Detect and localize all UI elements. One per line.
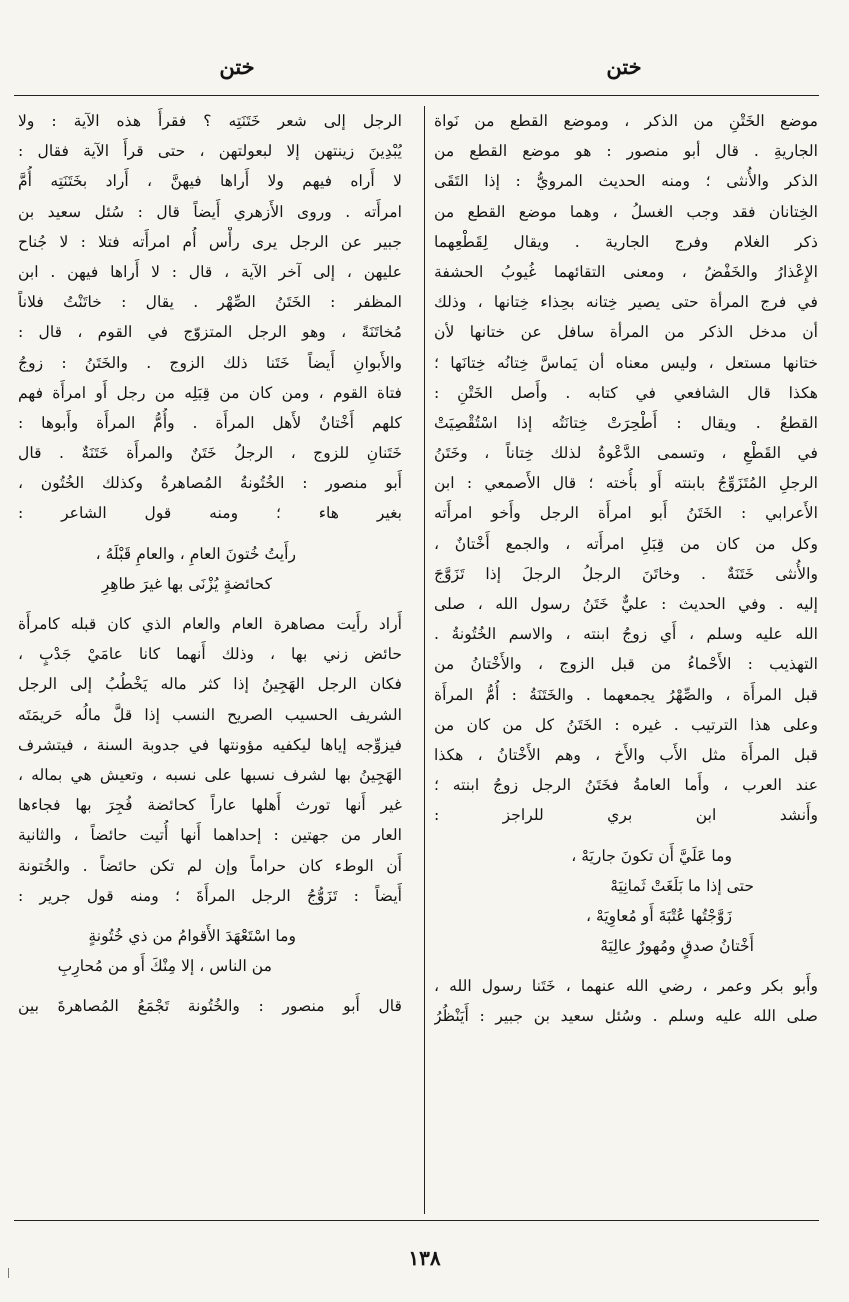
margin-mark [8,1268,12,1278]
verse-line: زَوَّجْتُها عُتْبَةَ أَو مُعاوِيَهْ ، [585,906,732,925]
text-line: الخِتانان فقد وجب الغسلُ ، وهما موضع القطع من [434,202,818,221]
text-line: قبل المرأَة مثل الأَب والأَخ ، وهم الأَخْتانُ ، هكذا [434,745,818,764]
text-line: والأَبوانِ أَيضاً خَتَنا ذلك الزوج . والخَتَنُ : زوجُ [18,353,402,372]
text-line: والأُنثى خَتَنَةٌ . وخاتَنَ الرجلُ الرجلَ إذا تَزَوَّجَ [434,564,818,583]
text-line: في فرج المرأة حتى يصير خِتانه بحِذاء خِتانها ، وذلك [434,293,818,312]
text-line: المظفر : الخَتَنُ الصِّهْر . يقال : خاتَنْتُ فلاناً [18,293,402,312]
right-column [434,106,818,1032]
text-line: الشريف الحسيب الصريح النسب إذا قلَّ مالُه حَريمَتَه [18,705,402,724]
spacer [18,981,402,991]
text-line: جبير عن الرجل يرى رأْس أُم امرأَته فتلا : لا جُناح [18,232,402,251]
text-line: فيزوِّجه إياها ليكفيه مؤونتها في جدوبة السنة ، فيتشرف [18,735,402,754]
spacer [18,599,402,609]
text-line: وأَبو بكر وعمر ، رضي الله عنهما ، خَتَنا رسول الله ، [434,977,818,996]
text-line: قال أَبو منصور : والخُتُونة تَجْمَعُ المُصاهرةَ بين [18,997,402,1016]
text-line: حائض زني بها ، وذلك أَنهما كانا عامَيْ جَدْبٍ ، [18,645,402,664]
text-line: الجاريةِ . قال أبو منصور : هو موضع القطع من [434,142,818,161]
text-line: في القَطْعِ ، وتسمى الدَّعْوةُ لذلك خِتاناً ، وخَتَنُ [434,444,818,463]
column-divider [424,106,425,1214]
verse-line: رأَيتُ خُتونَ العامِ ، والعامِ قَبْلَهُ ، [95,544,296,563]
top-rule [14,95,819,96]
text-line: الأَعرابي : الخَتَنُ أَبو امرأَة الرجل وأَخو امرأَته [434,504,818,523]
text-line: قبل المرأَة ، والصِّهْرُ يجمعهما . والخَتَنَةُ : أُمُّ المرأَة [434,685,818,704]
text-line: أَراد رأَيت مصاهرة العام والعام الذي كان قبله كامرأَة [18,615,402,633]
text-line: الله عليه وسلم ، أَي زوجُ ابنته ، والاسم الخُتُونةُ . [434,625,818,644]
text-line: ختانها مستعل ، وليس معناه أن يَماسَّ خِتانُه خِتانَها ؛ [434,353,818,372]
text-line: ذكر الغلام وفرج الجارية . ويقال لِقَطْعِهما [434,232,818,251]
text-line: التهذيب : الأَحْماءُ من قبل الزوج ، والأَخْتانُ من [434,655,818,674]
text-line: خَتَنانِ للزوج ، الرجلُ خَتَنٌ والمرأَة خَتَنَةٌ . قال [18,444,402,463]
text-line: موضع الخَتْنِ من الذكر ، وموضع القطع من نَواة [434,112,818,130]
text-line: الرجل إلى شعر خَتَنَتِه ؟ فقرأَ هذه الآية : ولا [18,112,402,130]
spacer [18,529,402,539]
spacer [434,831,818,841]
verse-line: أَخْتانُ صدقٍ ومُهورٌ عالِيَهْ [600,937,754,956]
text-line: مُخاتَنَةً ، وهو الرجل المتزوّج في القوم ، قال : [18,323,402,342]
verse-line: من الناس ، إلا مِنْكَ أَو من مُحارِبِ [57,957,272,976]
text-line: العار من جهتين : إحداهما أَنها أُتيت حائضاً ، والثانية [18,826,402,845]
verse-line: وما اسْتَعْهَدَ الأَقوامُ من ذي خُتُونةٍ [88,926,296,945]
text-line: الرجلِ المُتَزَوِّجُ بابنته أَو بأُخته ؛ قال الأَصمعي : ابن [434,474,818,493]
text-line: أَن الوطء كان حراماً وإن لم تكن حائضاً . والخُتونة [18,856,402,875]
text-line: وكل من كان من قِبَلِ امرأَته ، والجمع أَخْتانٌ ، [434,534,818,553]
spacer [434,961,818,971]
text-line: إليه . وفي الحديث : عليٌّ خَتَنُ رسول الله ، صلى [434,595,818,613]
text-line: امرأَته . وروى الأَزهري أَيضاً قال : سُئل سعيد بن [18,202,402,221]
text-line: عند العرب ، وأَما العامةُ فخَتَنُ الرجل زوجُ ابنته ؛ [434,776,818,795]
text-line: غير أَنها تورث أَهلها عاراً كحائضة فُجِرَ بها فجاءها [18,796,402,815]
text-line: أَبو منصور : الخُتُونةُ المُصاهرةُ وكذلك الخُتُون ، [18,474,402,493]
left-column-headword: ختن [219,54,255,79]
page-number: ١٣٨ [408,1246,441,1270]
text-line: القطعُ . ويقال : أَطْحِرَتْ خِتانَتُه إذا اسْتُقْصِيَتْ [434,413,818,432]
text-line: يُبْدِينَ زينتهن إلا لبعولتهن ، حتى قرأَ الآية فقال : [18,142,402,161]
text-line: بغير هاء ؛ ومنه قول الشاعر : [18,504,402,523]
text-line: هكذا قال الشافعي في كتابه . وأَصل الخَتْنِ : [434,383,818,402]
text-line: أَيضاً : تَزَوُّجُ الرجل المرأَةَ ؛ ومنه قول جرير : [18,886,402,905]
text-line: عليهن ، إلى آخر الآية ، قال : لا أَراها فيهن . ابن [18,262,402,281]
text-line: لا أَراه فيهم ولا أَراها فيهنَّ ، أَراد بخَتَنَتِه أُمَّ [18,172,402,191]
verse-line: حتى إذا ما بَلَغَتْ ثَمانِيَهْ [610,876,754,895]
bottom-rule [14,1220,819,1221]
text-line: الهَجِينُ بها لشرف نسبها على نسبه ، وتعيش هي بماله ، [18,765,402,784]
verse-line: وما عَلَيَّ أَن تكونَ جاريَهْ ، [571,846,732,865]
text-line: وأَنشد ابن بري للراجز : [434,806,818,825]
text-line: فتاة القوم ، ومن كان من قِبَلِه من رجل أَو امرأَة فهم [18,383,402,402]
spacer [18,911,402,921]
text-line: فكان الرجل الهَجِينُ إذا كثر ماله يَخْطُبُ إلى الرجل [18,675,402,694]
text-line: كلهم أَخْتانٌ لأَهل المرأَة . وأُمُّ المرأَة وأَبوها : [18,413,402,432]
text-line: الإِعْذارُ والخَفْضُ ، ومعنى التقائهما غُيوبُ الحشفة [434,262,818,281]
text-line: أن مدخل الذكر من المرأة سافل عن ختانها لأن [434,323,818,342]
right-column-headword: ختن [606,54,642,79]
text-line: وعلى هذا الترتيب . غيره : الخَتَنُ كل من كان من [434,715,818,734]
left-column [18,106,402,1021]
text-line: الذكر والأُنثى ؛ ومنه الحديث المرويُّ : إذا التَقَى [434,172,818,191]
verse-line: كحائضةٍ يُزْنَى بها غيرَ طاهِرِ [101,574,272,593]
text-line: صلى الله عليه وسلم . وسُئل سعيد بن جبير : أَيَنْظُرُ [434,1007,818,1026]
